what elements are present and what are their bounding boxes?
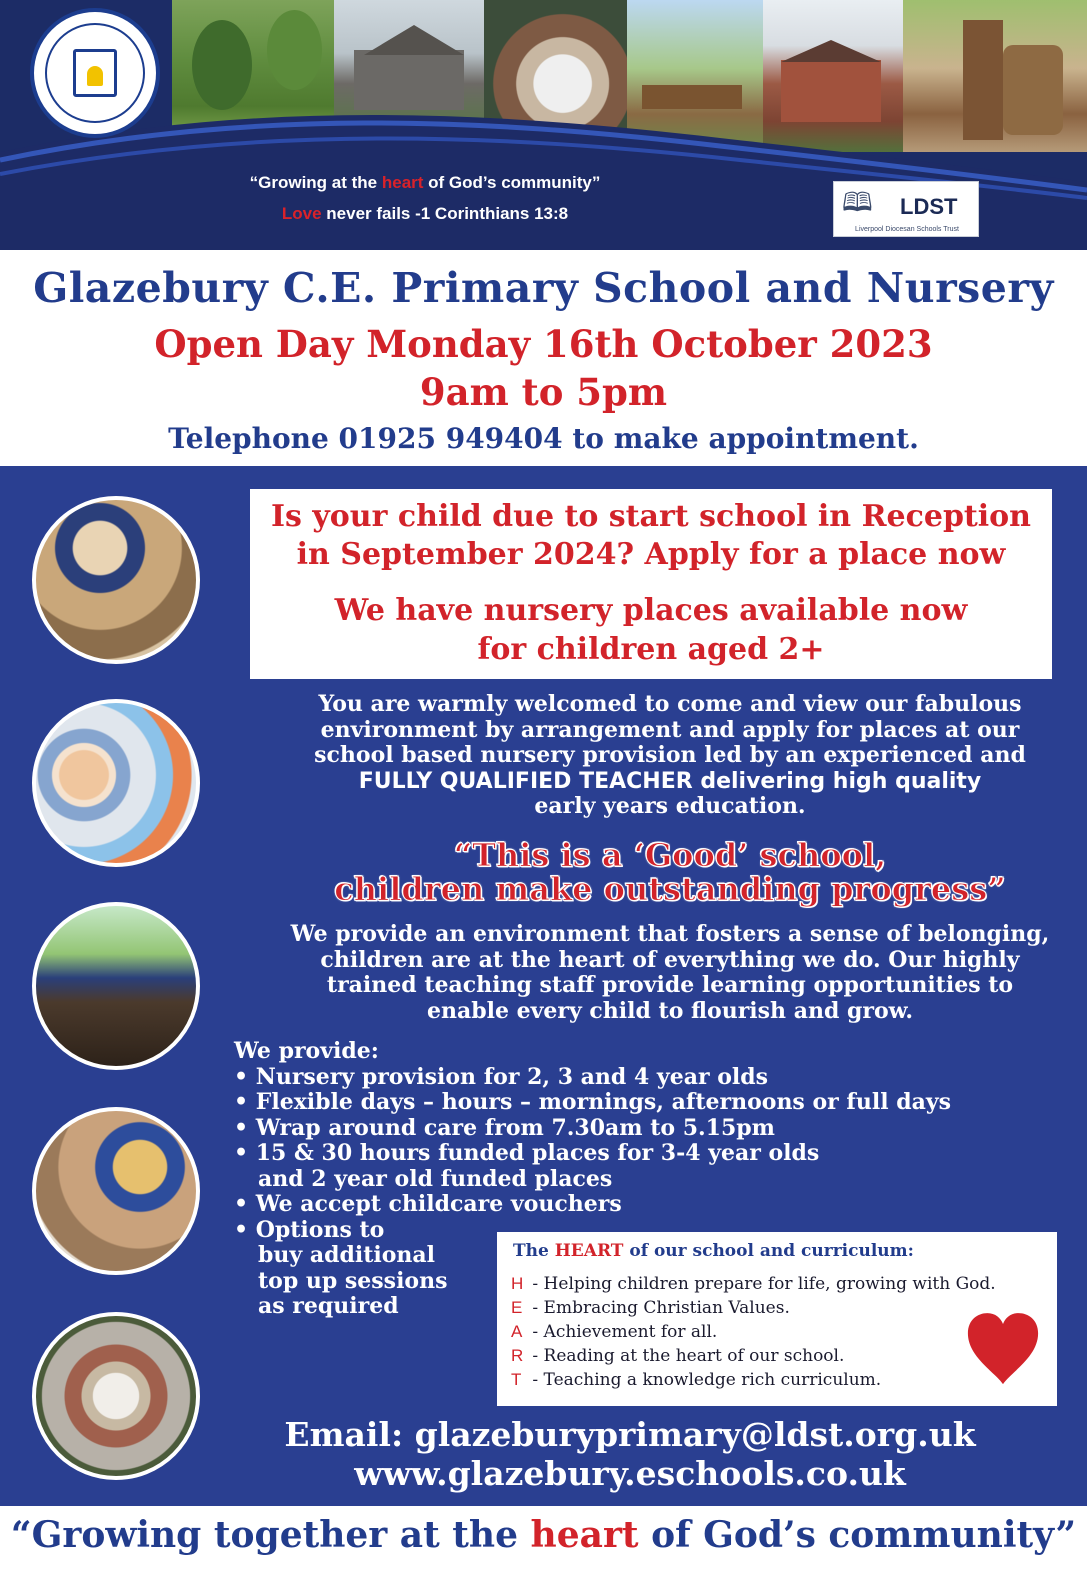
ldst-book-icon: 🕮 bbox=[842, 188, 873, 218]
list-item-continuation: top up sessions bbox=[258, 1267, 448, 1294]
logo-emblem bbox=[73, 49, 117, 97]
footer-motto: “Growing together at the heart of God’s community” bbox=[10, 1514, 1077, 1556]
quote-line-2: children make outstanding progress” bbox=[334, 870, 1006, 908]
children-sandpit-photo bbox=[32, 496, 200, 664]
welcome-line: early years education. bbox=[534, 793, 806, 819]
children-planting-photo bbox=[32, 902, 200, 1070]
list-item: • Nursery provision for 2, 3 and 4 year olds bbox=[234, 1063, 769, 1090]
welcome-line: FULLY QUALIFIED TEACHER delivering high quality bbox=[358, 768, 982, 794]
environment-line: children are at the heart of everything we do. Our highly bbox=[320, 946, 1020, 973]
open-day-times: 9am to 5pm bbox=[419, 370, 668, 414]
list-item: • 15 & 30 hours funded places for 3-4 year olds bbox=[234, 1140, 820, 1166]
nursery-line-1: We have nursery places available now bbox=[334, 593, 968, 628]
heart-row: H - Helping children prepare for life, growing with God. bbox=[511, 1274, 996, 1294]
list-item-continuation: as required bbox=[258, 1293, 399, 1319]
list-item-continuation: buy additional bbox=[258, 1242, 435, 1268]
list-item: • Wrap around care from 7.30am to 5.15pm bbox=[234, 1114, 775, 1141]
heart-row: T - Teaching a knowledge rich curriculum. bbox=[511, 1370, 882, 1390]
welcome-line: environment by arrangement and apply for places at our bbox=[320, 716, 1020, 743]
ldst-full-name: Liverpool Diocesan Schools Trust bbox=[855, 226, 959, 233]
logo-seal bbox=[45, 23, 145, 123]
school-logo bbox=[30, 8, 160, 138]
banner-tagline: “Growing at the heart of God’s community” bbox=[249, 173, 601, 192]
bell-icon bbox=[87, 66, 103, 86]
environment-line: We provide an environment that fosters a sense of belonging, bbox=[290, 921, 1050, 947]
heart-icon bbox=[963, 1310, 1043, 1388]
main-panel bbox=[0, 466, 1087, 1506]
heart-row: A - Achievement for all. bbox=[511, 1322, 718, 1342]
heart-curriculum-box bbox=[497, 1232, 1057, 1406]
banner-verse: Love never fails -1 Corinthians 13:8 bbox=[281, 204, 569, 223]
title-area bbox=[0, 250, 1087, 466]
reception-callout bbox=[250, 489, 1052, 679]
provision-heading: We provide: bbox=[234, 1038, 379, 1064]
open-day-date: Open Day Monday 16th October 2023 bbox=[154, 322, 933, 366]
footer bbox=[0, 1506, 1087, 1583]
header-banner bbox=[0, 0, 1087, 250]
heart-row: E - Embracing Christian Values. bbox=[511, 1298, 790, 1318]
welcome-paragraph bbox=[270, 692, 1070, 820]
nursery-line-2: for children aged 2+ bbox=[477, 632, 825, 667]
heart-box-title: The HEART of our school and curriculum: bbox=[513, 1241, 914, 1261]
website-url[interactable]: www.glazebury.eschools.co.uk bbox=[354, 1454, 906, 1493]
heart-row: R - Reading at the heart of our school. bbox=[511, 1346, 845, 1366]
welcome-line: school based nursery provision led by an experienced and bbox=[314, 742, 1026, 768]
school-name: Glazebury C.E. Primary School and Nursery bbox=[33, 264, 1054, 312]
telephone-line: Telephone 01925 949404 to make appointment. bbox=[168, 422, 919, 455]
reception-line-2: in September 2024? Apply for a place now bbox=[296, 537, 1006, 572]
environment-line: enable every child to flourish and grow. bbox=[426, 997, 914, 1024]
email-address[interactable]: Email: glazeburyprimary@ldst.org.uk bbox=[284, 1415, 976, 1454]
ldst-logo bbox=[833, 181, 979, 237]
reception-line-1: Is your child due to start school in Reception bbox=[271, 499, 1031, 534]
list-item: • Flexible days – hours – mornings, afternoons or full days bbox=[234, 1089, 952, 1115]
ofsted-quote bbox=[270, 838, 1070, 906]
children-reading-photo bbox=[32, 699, 200, 867]
mosaic-cross-circle-photo bbox=[32, 1312, 200, 1480]
child-water-play-photo bbox=[32, 1107, 200, 1275]
environment-line: trained teaching staff provide learning opportunities to bbox=[326, 972, 1014, 998]
quote-line-1: “This is a ‘Good’ school, bbox=[453, 836, 887, 874]
list-item: • We accept childcare vouchers bbox=[234, 1191, 622, 1217]
list-item: • Options to bbox=[234, 1216, 385, 1243]
list-item-continuation: and 2 year old funded places bbox=[258, 1165, 613, 1192]
environment-paragraph bbox=[270, 922, 1070, 1024]
welcome-line: You are warmly welcomed to come and view our fabulous bbox=[318, 691, 1022, 717]
ldst-name: LDST bbox=[900, 194, 958, 219]
